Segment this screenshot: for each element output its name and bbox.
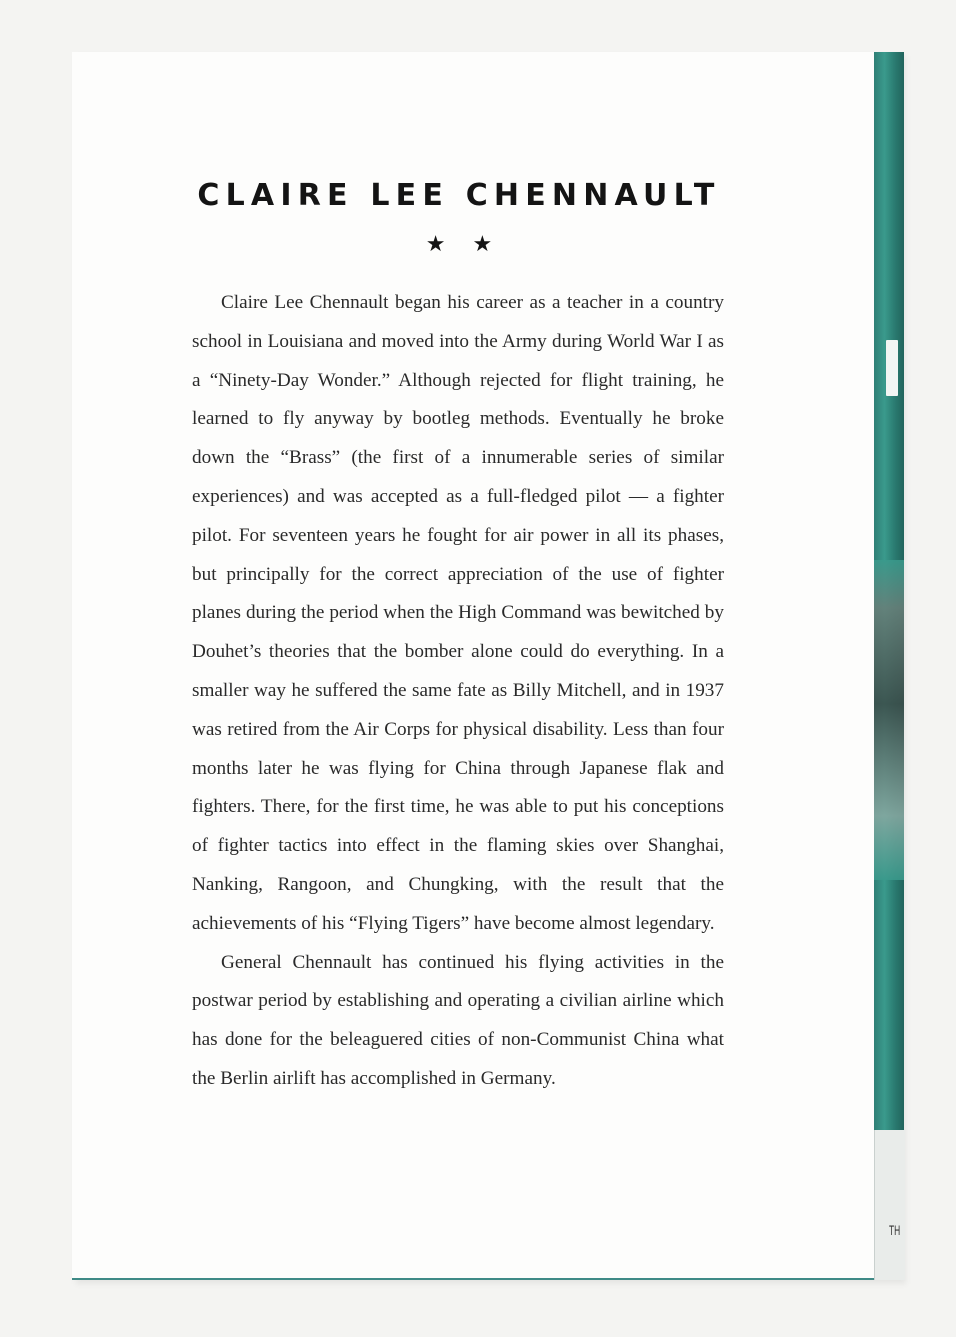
book-title: CLAIRE LEE CHENNAULT — [197, 178, 721, 213]
star-icon: ★ — [472, 232, 493, 257]
star-icon: ★ — [425, 232, 446, 257]
spine-bottom-band — [874, 1130, 905, 1280]
star-ornament — [192, 232, 726, 257]
spine-photo — [874, 560, 904, 880]
biography-paragraph: General Chennault has continued his flying activities in the postwar period by establishing and operating a civilian airline which has done for the beleaguered cities of non-Communist China what the Berlin airlift has accomplished in Germany. — [192, 951, 724, 1089]
spine-lettering-mark — [886, 340, 898, 396]
biography-paragraph: Claire Lee Chennault began his career as a teacher in a country school in Louisiana and moved into the Army during World War I as a “Ninety-Day Wonder.” Although rejected for flight training, he learned to fly anyway by bootleg methods. Eventually he broke down the “Brass” (the first of a innumerable series of similar experiences) and was accepted as a full-fledged pilot — a fighter pilot. For seventeen years he fought for air power in all its phases, but principally for the correct appreciation of the use of fighter planes during the period when the High Command was bewitched by Douhet’s theories that the bomber alone could do everything. In a smaller way he suffered the same fate as Billy Mitchell, and in 1937 was retired from the Air Corps for physical disability. Less than four months later he was flying for China through Japanese flak and fighters. There, for the first time, he was able to put his conceptions of fighter tactics into effect in the flaming skies over Shanghai, Nanking, Rangoon, and Chungking, with the result that the achievements of his “Flying Tigers” have become almost legendary. — [192, 292, 724, 934]
spine-text: TH — [889, 1222, 901, 1238]
biography-text — [192, 284, 724, 1099]
